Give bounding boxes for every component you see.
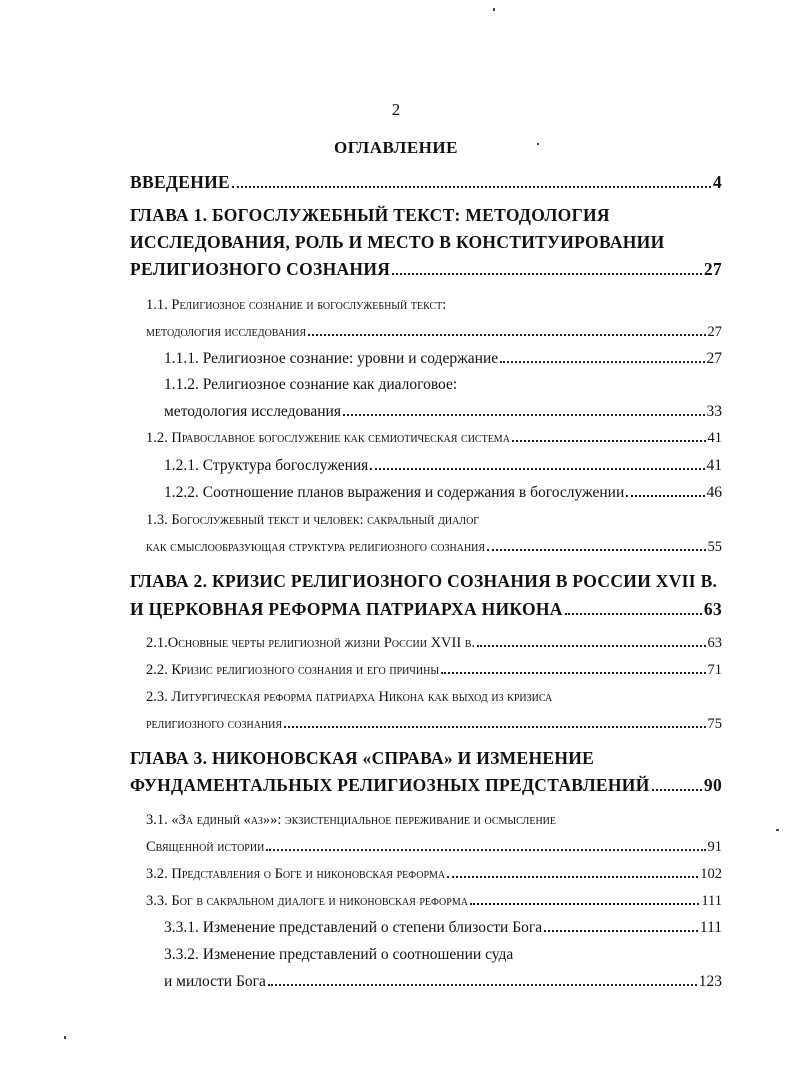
toc-entry-section-3-2[interactable] — [146, 866, 722, 883]
dot-leader — [232, 186, 711, 188]
scan-speck — [493, 8, 495, 11]
toc-entry-text: религиозного сознания — [146, 716, 283, 732]
dot-leader — [544, 930, 698, 932]
toc-entry-section-3-3-2[interactable] — [164, 973, 722, 991]
toc-section-1-1-line-1: 1.1. Религиозное сознание и богослужебный текст: — [146, 297, 447, 313]
toc-entry-chapter-3[interactable] — [130, 775, 722, 796]
toc-entry-section-1-3[interactable] — [146, 539, 722, 556]
toc-entry-text: И ЦЕРКОВНАЯ РЕФОРМА ПАТРИАРХА НИКОНА — [130, 599, 563, 619]
toc-title: ОГЛАВЛЕНИЕ — [334, 138, 458, 157]
dot-leader — [500, 361, 704, 363]
toc-chapter-1-line-1: ГЛАВА 1. БОГОСЛУЖЕБНЫЙ ТЕКСТ: МЕТОДОЛОГИЯ — [130, 205, 610, 225]
toc-entry-text: 2.1.Основные черты религиозной жизни России XVII в. — [146, 635, 476, 651]
dot-leader — [477, 645, 705, 647]
toc-entry-text: 2.2. Кризис религиозного сознания и его причины — [146, 662, 440, 678]
dot-leader — [565, 613, 702, 615]
toc-entry-text: ВВЕДЕНИЕ — [130, 172, 231, 192]
toc-entry-text: 1.2.1. Структура богослужения — [164, 457, 369, 474]
toc-chapter-2-line-1: ГЛАВА 2. КРИЗИС РЕЛИГИОЗНОГО СОЗНАНИЯ В РОССИИ XVII В. — [130, 571, 718, 591]
dot-leader — [487, 549, 705, 551]
toc-entry-text: 3.3.1. Изменение представлений о степени близости Бога — [164, 919, 543, 936]
dot-leader — [447, 876, 698, 878]
toc-entry-section-1-2-2[interactable] — [164, 484, 722, 502]
toc-entry-section-1-1-2[interactable] — [164, 403, 722, 421]
toc-section-1-3-line-1: 1.3. Богослужебный текст и человек: сакральный диалог — [146, 512, 480, 528]
toc-entry-text: как смыслообразующая структура религиозного сознания — [146, 539, 486, 555]
toc-entry-text: Священной истории — [146, 839, 265, 855]
toc-page-number: 46 — [706, 484, 722, 501]
toc-section-3-1-line-1: 3.1. «За единый «аз»»: экзистенциальное переживание и осмысление — [146, 812, 556, 828]
toc-entry-text: 3.3. Бог в сакральном диалоге и никоновская реформа — [146, 893, 468, 909]
toc-page-number: 33 — [706, 403, 722, 420]
dot-leader — [266, 849, 705, 851]
toc-entry-text: ФУНДАМЕНТАЛЬНЫХ РЕЛИГИОЗНЫХ ПРЕДСТАВЛЕНИЙ — [130, 775, 650, 795]
toc-entry-section-1-1-1[interactable] — [164, 350, 722, 368]
toc-page-number: 71 — [707, 662, 722, 678]
toc-entry-chapter-2[interactable] — [130, 599, 722, 620]
scan-speck — [64, 1036, 66, 1039]
dot-leader — [441, 672, 705, 674]
dot-leader — [308, 334, 705, 336]
toc-entry-text: и милости Бога — [164, 973, 266, 990]
toc-page-number: 102 — [700, 866, 722, 882]
toc-entry-section-2-2[interactable] — [146, 662, 722, 679]
toc-page-number: 27 — [706, 350, 722, 367]
toc-page-number: 75 — [707, 716, 722, 732]
dot-leader — [652, 789, 702, 791]
toc-entry-section-1-2[interactable] — [146, 430, 722, 447]
toc-page-number: 27 — [707, 324, 722, 340]
dot-leader — [284, 726, 705, 728]
toc-page-number: 55 — [707, 539, 722, 555]
toc-entry-text: 1.2. Православное богослужение как семиотическая система — [146, 430, 510, 446]
toc-chapter-3-line-1: ГЛАВА 3. НИКОНОВСКАЯ «СПРАВА» И ИЗМЕНЕНИЕ — [130, 748, 595, 768]
toc-page-number: 63 — [703, 599, 722, 619]
toc-entry-text: РЕЛИГИОЗНОГО СОЗНАНИЯ — [130, 259, 391, 279]
toc-page-number: 63 — [707, 635, 722, 651]
toc-entry-section-3-3[interactable] — [146, 893, 722, 910]
dot-leader — [470, 903, 699, 905]
dot-leader — [343, 414, 705, 416]
toc-entry-introduction[interactable] — [130, 172, 722, 193]
dot-leader — [370, 468, 704, 470]
toc-entry-chapter-1[interactable] — [130, 259, 722, 280]
toc-entry-section-3-3-1[interactable] — [164, 919, 722, 937]
toc-page-number: 41 — [706, 457, 722, 474]
dot-leader — [268, 984, 697, 986]
scan-speck — [776, 829, 779, 831]
toc-page-number: 90 — [703, 775, 722, 795]
toc-page-number: 91 — [707, 839, 722, 855]
toc-entry-section-1-1[interactable] — [146, 324, 722, 341]
toc-section-2-3-line-1: 2.3. Литургическая реформа патриарха Никона как выход из кризиса — [146, 689, 553, 705]
toc-entry-section-2-3[interactable] — [146, 716, 722, 733]
toc-entry-text: 1.2.2. Соотношение планов выражения и содержания в богослужении — [164, 484, 625, 501]
toc-page-number: 41 — [707, 430, 722, 446]
toc-page-number: 4 — [712, 172, 722, 192]
toc-entry-text: методология исследования — [164, 403, 341, 420]
toc-chapter-1-line-2: ИССЛЕДОВАНИЯ, РОЛЬ И МЕСТО В КОНСТИТУИРОВАНИИ — [130, 232, 665, 252]
dot-leader — [512, 440, 706, 442]
toc-page-number: 123 — [698, 973, 722, 990]
toc-section-1-1-2-line-1: 1.1.2. Религиозное сознание как диалоговое: — [164, 376, 458, 393]
dot-leader — [392, 273, 702, 275]
dot-leader — [626, 495, 704, 497]
page-number: 2 — [391, 100, 401, 119]
toc-entry-section-3-1[interactable] — [146, 839, 722, 856]
toc-entry-text: методология исследования — [146, 324, 307, 340]
toc-entry-section-1-2-1[interactable] — [164, 457, 722, 475]
toc-entry-text: 3.2. Представления о Боге и никоновская реформа — [146, 866, 446, 882]
toc-page-number: 27 — [703, 259, 722, 279]
toc-entry-text: 1.1.1. Религиозное сознание: уровни и содержание — [164, 350, 499, 367]
toc-entry-section-2-1[interactable] — [146, 635, 722, 652]
toc-section-3-3-2-line-1: 3.3.2. Изменение представлений о соотношении суда — [164, 946, 514, 963]
toc-page-number: 111 — [699, 919, 722, 936]
toc-page-number: 111 — [701, 893, 722, 909]
